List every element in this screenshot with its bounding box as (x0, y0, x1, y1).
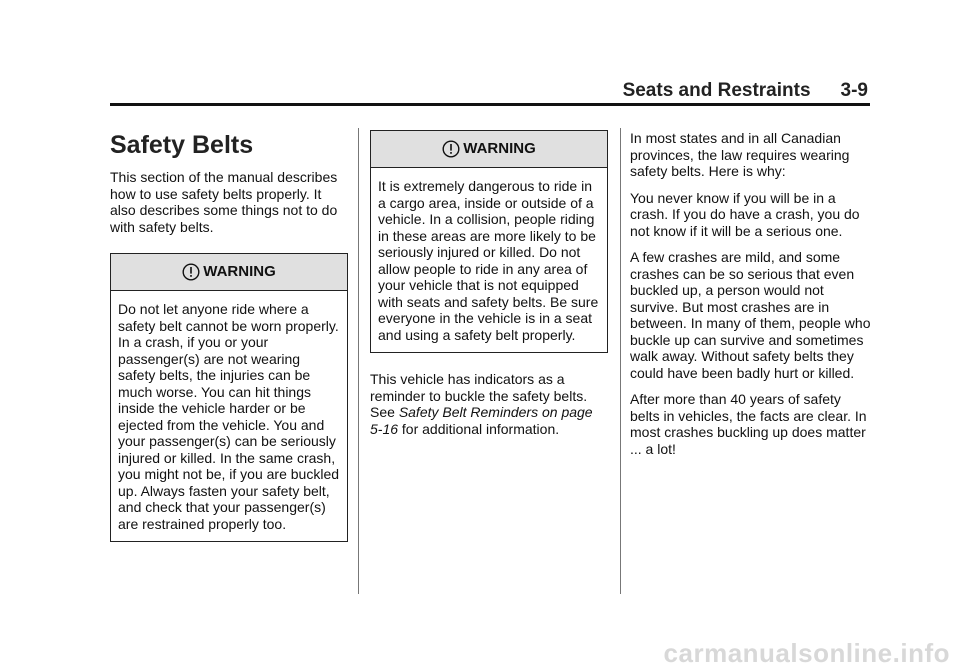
column-divider-1 (358, 128, 359, 594)
indicator-text: This vehicle has indicators as a reminder to buckle the safety belts. See (370, 371, 588, 420)
warning-box-2 (370, 130, 608, 353)
column-3 (630, 130, 872, 467)
warning-label-2: WARNING (463, 139, 536, 157)
column-divider-2 (620, 128, 621, 594)
header-rule (110, 103, 870, 106)
page-number: 3-9 (840, 80, 868, 101)
indicator-tail: for additional information. (401, 420, 560, 437)
page-title: Safety Belts (110, 131, 254, 159)
page-header (623, 80, 868, 102)
paragraph-facts: After more than 40 years of safety belts in vehicles, the facts are clear. In most crashes buckling up does matter ... a lot! (630, 391, 867, 457)
warning-icon (182, 263, 200, 281)
section-title: Seats and Restraints (622, 80, 811, 101)
warning-icon (442, 140, 460, 158)
warning-header-1 (111, 254, 347, 291)
intro-paragraph: This section of the manual describes how to use safety belts properly. It also describes some things not to do with safety belts. (110, 169, 338, 235)
paragraph-law: In most states and in all Canadian provinces, the law requires wearing safety belts. Here is why: (630, 130, 850, 179)
indicator-paragraph (370, 371, 608, 437)
watermark: carmanualsonline.info (663, 638, 950, 668)
paragraph-severity: A few crashes are mild, and some crashes can be so serious that even buckled up, a person would not survive. But most crashes are in between. In many of them, people who buckle up can survive and sometimes walk away. Without safety belts they could have been badly hurt or killed. (630, 249, 871, 381)
paragraph-crash: You never know if you will be in a crash. If you do have a crash, you do not know if it will be a serious one. (630, 189, 860, 239)
warning-body-1 (111, 291, 347, 541)
column-2 (370, 130, 608, 447)
warning-header-2 (371, 131, 607, 168)
column-1 (110, 130, 348, 542)
reminder-reference-link[interactable]: Safety Belt Reminders on page 5-16 (370, 404, 593, 437)
warning-text-2: It is extremely dangerous to ride in a cargo area, inside or outside of a vehicle. In a collision, people riding in these areas are more likely to be seriously injured or killed. Do not allow people to ride in any area of your vehicle that is not equipped with seats and safety belts. Be sure everyone in the vehicle is in a seat and using a safety belt properly. (378, 178, 599, 343)
warning-box-1 (110, 253, 348, 542)
warning-label-1: WARNING (203, 262, 276, 280)
warning-body-2 (371, 168, 607, 352)
warning-text-1: Do not let anyone ride where a safety belt cannot be worn properly. In a crash, if you or your passenger(s) are not wearing safety belts, the injuries can be much worse. You can hit things inside the vehicle harder or be ejected from the vehicle. You and your passenger(s) can be seriously injured or killed. In the same crash, you might not be, if you are buckled up. Always fasten your safety belt, and check that your passenger(s) are restrained properly too. (118, 301, 340, 532)
